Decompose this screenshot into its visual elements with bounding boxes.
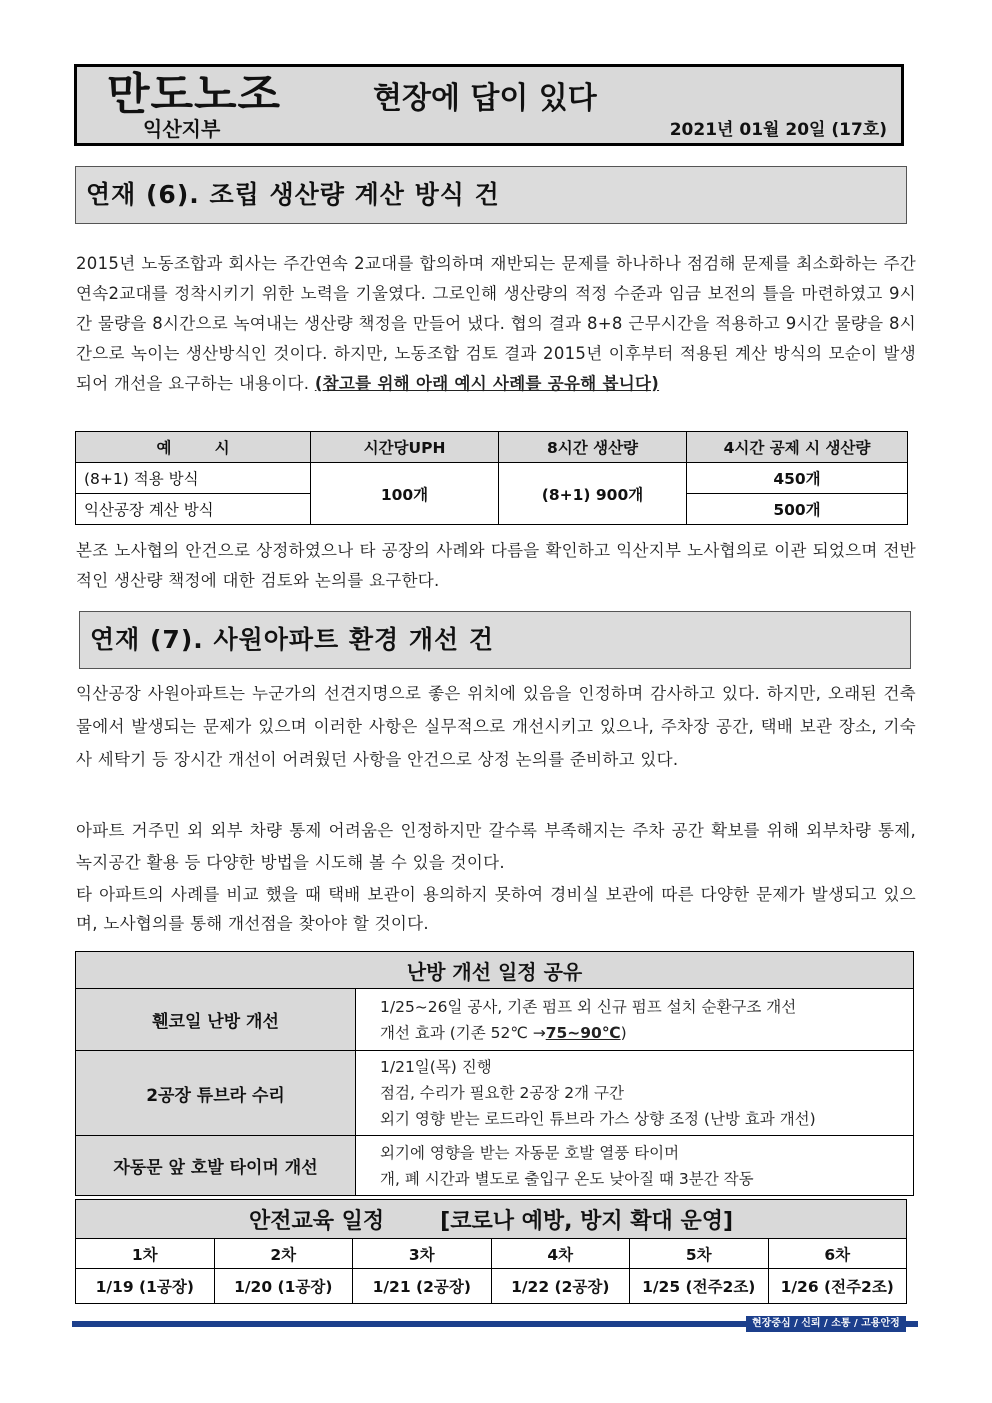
reference-note: (참고를 위해 아래 예시 사례를 공유해 봅니다) bbox=[314, 374, 660, 393]
section-6-header bbox=[75, 166, 907, 224]
session-date: 1/21 (2공장) bbox=[353, 1269, 492, 1304]
safety-table-caption bbox=[76, 1200, 907, 1239]
row-label-iksan: 익산공장 계산 방식 bbox=[76, 494, 311, 525]
detail-line: 점검, 수리가 필요한 2공장 2개 구간 bbox=[380, 1084, 624, 1102]
heating-row-label: 자동문 앞 호발 타이머 개선 bbox=[76, 1136, 356, 1196]
col-header-uph: 시간당UPH bbox=[311, 432, 499, 463]
heating-row-label: 2공장 튜브라 수리 bbox=[76, 1051, 356, 1136]
issue-date: 2021년 01월 20일 (17호) bbox=[669, 120, 887, 140]
branch-subtitle: 익산지부 bbox=[143, 117, 221, 141]
session-number: 6차 bbox=[768, 1239, 907, 1269]
section-7-paragraph-3: 타 아파트의 사례를 비교 했을 때 택배 보관이 용의하지 못하여 경비실 보관에 따른 다양한 문제가 발생되고 있으며, 노사협의를 통해 개선점을 찾아야 할 것이다. bbox=[76, 885, 916, 933]
heating-schedule-table bbox=[75, 951, 914, 1196]
session-date: 1/25 (전주2조) bbox=[630, 1269, 769, 1304]
production-example-table bbox=[75, 431, 908, 525]
union-title: 만도노조 bbox=[107, 69, 282, 120]
heating-row-detail bbox=[356, 989, 914, 1051]
col-header-8h: 8시간 생산량 bbox=[499, 432, 687, 463]
safety-caption-note: [코로나 예방, 방지 확대 운영] bbox=[440, 1208, 734, 1234]
section-7-header bbox=[79, 611, 911, 669]
section-6-paragraph-2: 본조 노사협의 안건으로 상정하였으나 타 공장의 사례와 다름을 확인하고 익산지부 노사협의로 이관 되었으며 전반적인 생산량 책정에 대한 검토와 논의를 요구한다. bbox=[76, 541, 916, 590]
uph-value: 100개 bbox=[311, 463, 499, 525]
session-number: 3차 bbox=[353, 1239, 492, 1269]
temperature-target: 75~90℃ bbox=[545, 1023, 621, 1042]
section-7-title: 연재 (7). 사원아파트 환경 개선 건 bbox=[90, 625, 495, 654]
detail-text: 개선 효과 (기존 52℃ → bbox=[380, 1023, 546, 1042]
heating-row-label: 휀코일 난방 개선 bbox=[76, 989, 356, 1051]
safety-education-table bbox=[75, 1199, 907, 1304]
section-6-body: 2015년 노동조합과 회사는 주간연속 2교대를 합의하며 재반되는 문제를 하나하나 점검해 문제를 최소화하는 주간 연속2교대를 정착시키기 위한 노력을 기울였다. 그로인해 생산량의 적정 수준과 임금 보전의 틀을 마련하였고 9시간 물량을 8시간으로 녹여내는 생산량 책정을 만들어 냈다. 협의 결과 8+8 근무시간을 적용하고 9시간 물량을 8시간으로 녹이는 생산방식인 것이다. 하지만, 노동조합 검토 결과 2015년 이후부터 적용된 계산 방식의 모순이 발생되어 개선을 요구하는 내용이다. bbox=[76, 254, 916, 393]
heating-row-detail bbox=[356, 1051, 914, 1136]
heating-row-detail bbox=[356, 1136, 914, 1196]
deduct-value-8plus1: 450개 bbox=[687, 463, 908, 494]
session-number: 1차 bbox=[76, 1239, 215, 1269]
production-8h-value: (8+1) 900개 bbox=[499, 463, 687, 525]
detail-text: ) bbox=[620, 1023, 627, 1042]
detail-line bbox=[380, 1020, 889, 1046]
session-date: 1/20 (1공장) bbox=[214, 1269, 353, 1304]
col-header-example: 예 시 bbox=[76, 432, 311, 463]
masthead bbox=[74, 64, 904, 146]
footer-motto: 현장중심 / 신뢰 / 소통 / 고용안정 bbox=[746, 1316, 906, 1332]
table-header-row bbox=[76, 432, 908, 463]
session-date: 1/19 (1공장) bbox=[76, 1269, 215, 1304]
date-row bbox=[76, 1269, 907, 1304]
detail-line: 외기에 영향을 받는 자동문 호발 열풍 타이머 bbox=[380, 1143, 680, 1162]
session-number: 4차 bbox=[491, 1239, 630, 1269]
row-label-8plus1: (8+1) 적용 방식 bbox=[76, 463, 311, 494]
section-7-paragraph-2: 아파트 거주민 외 외부 차량 통제 어려움은 인정하지만 갈수록 부족해지는 주차 공간 확보를 위해 외부차량 통제, 녹지공간 활용 등 다양한 방법을 시도해 볼 수 있을 것이다. bbox=[76, 821, 916, 872]
table-row bbox=[76, 463, 908, 494]
session-row bbox=[76, 1239, 907, 1269]
section-7-paragraph-1: 익산공장 사원아파트는 누군가의 선견지명으로 좋은 위치에 있음을 인정하며 감사하고 있다. 하지만, 오래된 건축물에서 발생되는 문제가 있으며 이러한 사항은 실무적으로 개선시키고 있으나, 주차장 공간, 택배 보관 장소, 기숙사 세탁기 등 장시간 개선이 어려웠던 사항을 안건으로 상정 논의를 준비하고 있다. bbox=[76, 684, 916, 769]
session-number: 5차 bbox=[630, 1239, 769, 1269]
detail-line: 1/25~26일 공사, 기존 펌프 외 신규 펌프 설치 순환구조 개선 bbox=[380, 997, 797, 1016]
section-6-title: 연재 (6). 조립 생산량 계산 방식 건 bbox=[86, 180, 500, 209]
slogan: 현장에 답이 있다 bbox=[373, 81, 597, 116]
detail-line: 1/21일(목) 진행 bbox=[380, 1058, 492, 1076]
detail-line: 외기 영향 받는 로드라인 튜브라 가스 상향 조정 (난방 효과 개선) bbox=[380, 1110, 816, 1128]
session-number: 2차 bbox=[214, 1239, 353, 1269]
table-row bbox=[76, 1136, 914, 1196]
detail-line: 개, 폐 시간과 별도로 출입구 온도 낮아질 때 3분간 작동 bbox=[380, 1169, 754, 1188]
heating-table-caption: 난방 개선 일정 공유 bbox=[76, 952, 914, 989]
session-date: 1/26 (전주2조) bbox=[768, 1269, 907, 1304]
table-row bbox=[76, 989, 914, 1051]
col-header-4h-deduct: 4시간 공제 시 생산량 bbox=[687, 432, 908, 463]
section-6-paragraph-1 bbox=[76, 249, 916, 399]
deduct-value-iksan: 500개 bbox=[687, 494, 908, 525]
table-row bbox=[76, 1051, 914, 1136]
session-date: 1/22 (2공장) bbox=[491, 1269, 630, 1304]
safety-caption-title: 안전교육 일정 bbox=[248, 1208, 385, 1234]
